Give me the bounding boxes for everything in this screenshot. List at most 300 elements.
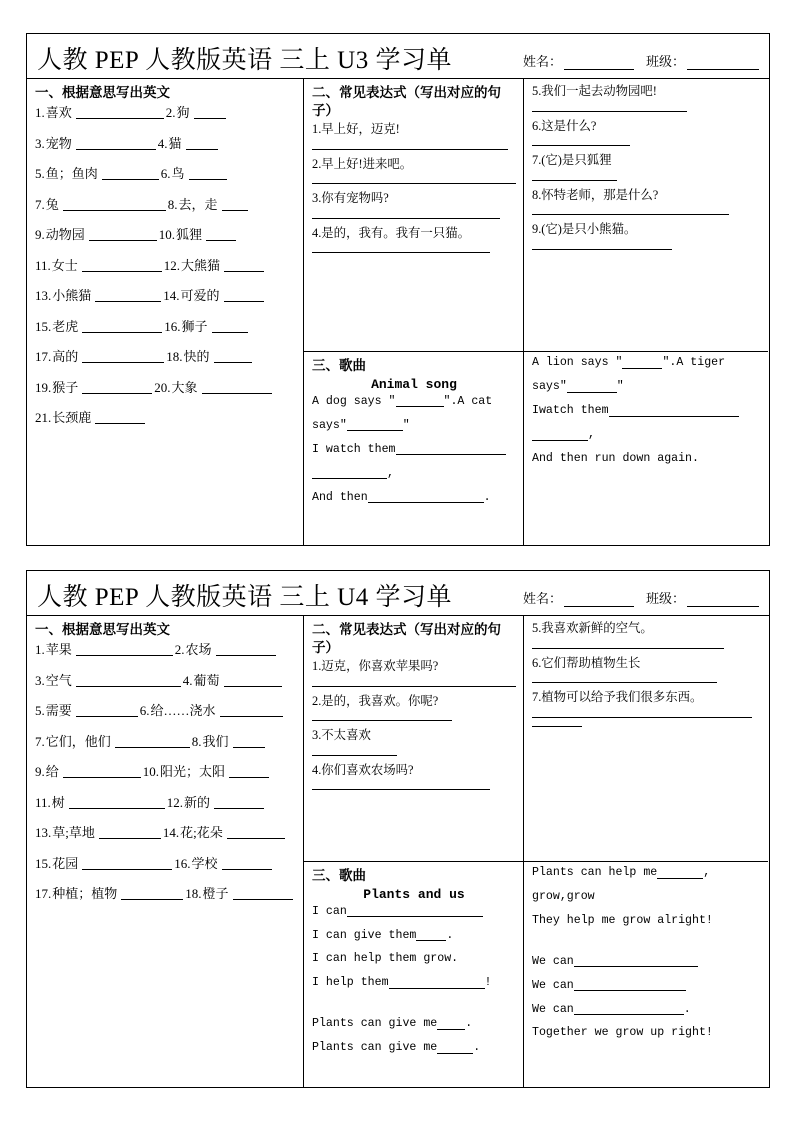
song-lyric-spacer	[312, 1001, 516, 1012]
name-field[interactable]	[523, 588, 636, 607]
vocabulary-row	[35, 259, 296, 272]
vocabulary-number: 20.	[154, 379, 171, 395]
vocabulary-number: 3.	[35, 135, 45, 151]
song-lyric-text: grow,grow	[532, 890, 595, 903]
vocabulary-number: 9.	[35, 764, 45, 780]
expression-item	[532, 222, 761, 250]
vocabulary-row	[35, 704, 296, 717]
vocabulary-number: 1.	[35, 642, 45, 658]
vocabulary-word: 给……浇水	[150, 703, 216, 719]
vocabulary-number: 6.	[160, 166, 171, 182]
section-song-u3-left	[304, 352, 523, 545]
expression-prompt: 6.这是什么?	[532, 118, 597, 133]
song-lyric-text: We can	[532, 1002, 574, 1016]
song-lyric-line	[532, 979, 761, 991]
vocabulary-word: 新的	[184, 794, 211, 810]
song-lyric-text: A lion says "	[532, 356, 623, 370]
vocabulary-answer-blank[interactable]	[102, 167, 159, 180]
expression-item	[312, 122, 516, 150]
worksheet-body-u4	[27, 616, 769, 1087]
vocabulary-row	[35, 350, 296, 363]
vocabulary-number: 12.	[163, 257, 181, 273]
expression-prompt: 8.怀特老师，那是什么?	[532, 187, 659, 202]
vocabulary-answer-blank[interactable]	[186, 137, 218, 150]
section-expressions-u3-left	[304, 79, 523, 352]
song-lyric-text: .	[465, 1017, 473, 1031]
song-lyric-line	[532, 405, 761, 417]
class-field-blank[interactable]	[687, 594, 759, 607]
song-lyric-text: And then	[312, 490, 368, 504]
song-answer-blank[interactable]	[657, 867, 703, 879]
expression-answer-blank[interactable]	[532, 681, 717, 683]
song-lyric-text: ".A cat	[443, 394, 493, 408]
song-lyric-line	[532, 357, 761, 369]
song-lyric-line	[532, 891, 761, 903]
vocabulary-list	[35, 643, 296, 900]
expression-prompt: 2.是的，我喜欢。你呢?	[312, 693, 439, 708]
song-lyric-text: I watch them	[312, 442, 396, 456]
expression-list-right	[532, 84, 761, 250]
worksheet-header-u4	[27, 571, 769, 616]
vocabulary-word: 学校	[191, 855, 218, 871]
vocabulary-answer-blank[interactable]	[115, 735, 190, 748]
expression-item	[312, 728, 516, 756]
vocabulary-word: 狐狸	[176, 227, 203, 243]
expression-item	[532, 656, 761, 684]
vocabulary-row	[35, 857, 296, 870]
song-title: Animal song	[371, 377, 457, 393]
worksheet-u3	[26, 33, 770, 546]
song-lyric-line	[312, 905, 516, 917]
vocabulary-answer-blank[interactable]	[206, 228, 236, 241]
expression-item	[532, 153, 761, 181]
vocabulary-answer-blank[interactable]	[224, 289, 264, 302]
song-answer-blank[interactable]	[574, 955, 698, 967]
vocabulary-word: 长颈鹿	[52, 410, 92, 426]
vocabulary-word: 大熊猫	[181, 257, 221, 273]
song-answer-blank[interactable]	[567, 381, 617, 393]
expression-answer-blank[interactable]	[532, 248, 672, 250]
expression-item	[532, 725, 761, 727]
vocabulary-word: 小熊猫	[52, 288, 92, 304]
vocabulary-answer-blank[interactable]	[76, 137, 156, 150]
vocabulary-row	[35, 765, 296, 778]
expression-answer-blank[interactable]	[532, 213, 729, 215]
vocabulary-word: 可爱的	[180, 288, 220, 304]
song-lyric-text: .	[683, 1002, 691, 1016]
vocabulary-answer-blank[interactable]	[82, 320, 162, 333]
expression-item	[312, 226, 516, 254]
vocabulary-word: 种植；植物	[52, 886, 118, 902]
vocabulary-number: 7.	[35, 196, 45, 212]
song-lyric-line	[532, 915, 761, 927]
vocabulary-word: 宠物	[45, 135, 72, 151]
section-expressions-u4-left	[304, 616, 523, 862]
vocabulary-answer-blank[interactable]	[229, 765, 269, 778]
vocabulary-word: 老虎	[52, 318, 79, 334]
vocabulary-number: 16.	[164, 318, 181, 334]
song-answer-blank[interactable]	[574, 1003, 684, 1015]
song-answer-blank[interactable]	[574, 979, 686, 991]
song-lyric-text: .	[446, 928, 454, 942]
song-lyric-text: We can	[532, 978, 574, 992]
vocabulary-word: 给	[45, 764, 59, 780]
vocabulary-number: 8.	[167, 196, 178, 212]
song-answer-blank[interactable]	[312, 467, 387, 479]
song-lyric-text: ,	[588, 428, 595, 442]
section-heading-song: 三、歌曲	[312, 868, 366, 883]
song-lyric-text: I can	[312, 904, 347, 918]
vocabulary-number: 2.	[174, 642, 185, 658]
vocabulary-number: 4.	[182, 672, 193, 688]
vocabulary-word: 农场	[185, 642, 212, 658]
vocabulary-row	[35, 826, 296, 839]
expression-prompt: 6.它们帮助植物生长	[532, 655, 641, 670]
vocabulary-answer-blank[interactable]	[222, 198, 248, 211]
vocabulary-answer-blank[interactable]	[233, 887, 293, 900]
song-lyric-line	[532, 381, 761, 393]
vocabulary-word: 喜欢	[45, 105, 72, 121]
name-field-blank[interactable]	[564, 594, 634, 607]
vocabulary-number: 7.	[35, 733, 45, 749]
song-lyric-text: "	[616, 380, 624, 394]
vocabulary-answer-blank[interactable]	[76, 704, 138, 717]
song-lyric-text: Plants can give me	[312, 1017, 438, 1031]
vocabulary-answer-blank[interactable]	[214, 350, 252, 363]
expression-prompt: 7.(它)是只狐狸	[532, 153, 612, 167]
vocabulary-number: 18.	[166, 349, 183, 365]
song-answer-blank[interactable]	[416, 929, 446, 941]
song-lyrics-left	[312, 395, 516, 503]
expression-item	[312, 659, 516, 687]
section-song-u4-right	[524, 862, 768, 1087]
expression-prompt: 5.我喜欢新鲜的空气。	[532, 621, 653, 635]
vocabulary-number: 14.	[163, 288, 180, 304]
song-lyric-line	[312, 1018, 516, 1030]
vocabulary-number: 2.	[165, 105, 176, 121]
song-answer-blank[interactable]	[437, 1018, 465, 1030]
class-field[interactable]	[646, 588, 761, 607]
section-vocabulary-u4	[27, 616, 304, 1087]
expression-answer-blank[interactable]	[532, 725, 582, 727]
vocabulary-row	[35, 674, 296, 687]
song-lyric-line	[532, 453, 761, 465]
song-answer-blank[interactable]	[622, 357, 662, 369]
vocabulary-word: 快的	[183, 349, 210, 365]
vocabulary-number: 5.	[35, 166, 45, 182]
vocabulary-row	[35, 320, 296, 333]
vocabulary-answer-blank[interactable]	[224, 674, 282, 687]
song-lyric-text: .	[473, 1041, 481, 1055]
vocabulary-number: 5.	[35, 703, 45, 719]
vocabulary-word: 花园	[52, 855, 79, 871]
expression-prompt: 1.早上好，迈克!	[312, 122, 400, 137]
section-heading-song: 三、歌曲	[312, 358, 366, 373]
song-lyric-line	[312, 443, 516, 455]
class-field-label: 班级：	[645, 591, 685, 606]
song-answer-blank[interactable]	[347, 905, 483, 917]
song-lyric-spacer	[532, 938, 761, 949]
song-answer-blank[interactable]	[368, 491, 484, 503]
vocabulary-number: 10.	[142, 764, 160, 780]
vocabulary-number: 15.	[35, 855, 52, 871]
vocabulary-answer-blank[interactable]	[63, 198, 166, 211]
worksheet-header-u3	[27, 34, 769, 79]
expression-answer-blank[interactable]	[312, 719, 452, 721]
vocabulary-answer-blank[interactable]	[95, 411, 145, 424]
song-lyric-line	[312, 467, 516, 479]
vocabulary-row	[35, 381, 296, 394]
vocabulary-number: 17.	[35, 886, 52, 902]
song-lyric-line	[532, 429, 761, 441]
vocabulary-word: 狮子	[181, 318, 208, 334]
name-field[interactable]	[523, 51, 636, 70]
section-expressions-u4-right	[524, 616, 768, 862]
song-lyric-text: ,	[387, 466, 394, 480]
vocabulary-word: 狗	[176, 105, 190, 121]
expression-answer-blank[interactable]	[312, 788, 490, 790]
vocabulary-word: 动物园	[45, 227, 85, 243]
class-field[interactable]	[646, 51, 761, 70]
expression-answer-blank[interactable]	[312, 754, 397, 756]
expression-item	[312, 763, 516, 791]
vocabulary-answer-blank[interactable]	[82, 259, 162, 272]
student-info-fields	[523, 588, 761, 613]
vocabulary-answer-blank[interactable]	[69, 796, 165, 809]
section-heading-vocabulary: 一、根据意思写出英文	[35, 85, 170, 100]
section-heading-expressions: 二、常见表达式（写出对应的句子）	[312, 622, 501, 656]
vocabulary-answer-blank[interactable]	[214, 796, 264, 809]
page-title: 人教 PEP 人教版英语 三上 U4 学习单	[37, 584, 452, 611]
song-lyric-line	[532, 1003, 761, 1015]
song-lyrics-right	[532, 357, 761, 465]
expression-item	[312, 157, 516, 185]
vocabulary-number: 11.	[35, 257, 51, 273]
expression-item	[532, 621, 761, 649]
song-lyric-line	[312, 419, 516, 431]
vocabulary-answer-blank[interactable]	[76, 643, 173, 656]
vocabulary-answer-blank[interactable]	[99, 826, 161, 839]
expression-prompt: 4.你们喜欢农场吗?	[312, 762, 414, 777]
expression-item	[312, 694, 516, 722]
vocabulary-number: 14.	[162, 825, 180, 841]
vocabulary-answer-blank[interactable]	[189, 167, 227, 180]
song-lyric-text: We can	[532, 954, 574, 968]
worksheet-body-u3	[27, 79, 769, 545]
vocabulary-answer-blank[interactable]	[63, 765, 141, 778]
section-expressions-u3-right	[524, 79, 768, 352]
name-field-label: 姓名：	[522, 591, 562, 606]
section-heading-vocabulary: 一、根据意思写出英文	[35, 622, 170, 637]
song-lyric-line	[532, 867, 761, 879]
expression-answer-blank[interactable]	[312, 148, 508, 150]
section-vocabulary-u3	[27, 79, 304, 545]
expression-answer-blank[interactable]	[312, 217, 500, 219]
vocabulary-word: 阳光；太阳	[160, 764, 226, 780]
song-lyric-line	[312, 953, 516, 965]
vocabulary-answer-blank[interactable]	[212, 320, 248, 333]
vocabulary-word: 去，走	[178, 196, 218, 212]
song-lyric-text: I can help them grow.	[312, 952, 459, 966]
vocabulary-number: 18.	[185, 886, 202, 902]
expression-item	[532, 188, 761, 216]
vocabulary-row	[35, 796, 296, 809]
vocabulary-number: 9.	[35, 227, 45, 243]
expression-list-left	[312, 659, 516, 790]
expression-answer-blank[interactable]	[312, 685, 516, 687]
vocabulary-number: 12.	[166, 794, 184, 810]
song-answer-blank[interactable]	[347, 419, 403, 431]
vocabulary-word: 橙子	[202, 886, 229, 902]
song-lyric-text: And then run down again.	[532, 452, 699, 465]
vocabulary-answer-blank[interactable]	[222, 857, 272, 870]
song-lyric-line	[532, 1027, 761, 1039]
vocabulary-answer-blank[interactable]	[227, 826, 285, 839]
expression-prompt: 4.是的，我有。我有一只猫。	[312, 225, 470, 240]
class-field-label: 班级：	[645, 54, 685, 69]
song-lyric-text: A dog says "	[312, 394, 396, 408]
vocabulary-answer-blank[interactable]	[76, 674, 181, 687]
vocabulary-row	[35, 228, 296, 241]
expression-answer-blank[interactable]	[312, 182, 516, 184]
expression-prompt: 7.植物可以给予我们很多东西。	[532, 690, 703, 704]
vocabulary-number: 11.	[35, 794, 51, 810]
vocabulary-answer-blank[interactable]	[76, 106, 164, 119]
vocabulary-row	[35, 735, 296, 748]
expression-prompt: 5.我们一起去动物园吧!	[532, 84, 657, 98]
song-lyric-line	[312, 491, 516, 503]
vocabulary-number: 1.	[35, 105, 45, 121]
song-lyrics-left	[312, 905, 516, 1054]
column-middle-u3	[304, 79, 524, 545]
vocabulary-row	[35, 198, 296, 211]
song-lyric-text: !	[484, 976, 492, 990]
section-heading-expressions: 二、常见表达式（写出对应的句子）	[312, 85, 501, 119]
vocabulary-word: 它们，他们	[45, 733, 111, 749]
song-lyric-text: "	[402, 418, 410, 432]
vocabulary-answer-blank[interactable]	[224, 259, 264, 272]
expression-list-left	[312, 122, 516, 253]
expression-prompt: 1.迈克，你喜欢苹果吗?	[312, 659, 439, 674]
vocabulary-answer-blank[interactable]	[220, 704, 283, 717]
vocabulary-number: 17.	[35, 349, 52, 365]
song-answer-blank[interactable]	[437, 1042, 473, 1054]
vocabulary-word: 兔	[45, 196, 59, 212]
section-song-u3-right	[524, 352, 768, 545]
vocabulary-number: 3.	[35, 672, 45, 688]
song-lyric-line	[312, 929, 516, 941]
vocabulary-word: 猫	[168, 135, 182, 151]
song-answer-blank[interactable]	[389, 977, 485, 989]
vocabulary-answer-blank[interactable]	[216, 643, 276, 656]
vocabulary-word: 大象	[171, 379, 198, 395]
vocabulary-number: 15.	[35, 318, 52, 334]
song-lyric-text: says"	[532, 380, 567, 394]
expression-item	[532, 84, 761, 112]
vocabulary-word: 高的	[52, 349, 79, 365]
song-lyric-text: ,	[703, 866, 711, 880]
song-lyric-text: ".A tiger	[662, 356, 726, 370]
expression-prompt: 2.早上好!进来吧。	[312, 156, 413, 171]
expression-answer-blank[interactable]	[532, 716, 752, 718]
section-song-u4-left	[304, 862, 523, 1087]
expression-answer-blank[interactable]	[532, 110, 687, 112]
name-field-label: 姓名：	[522, 54, 562, 69]
vocabulary-answer-blank[interactable]	[233, 735, 265, 748]
vocabulary-word: 花;花朵	[180, 825, 223, 841]
song-lyric-text: I can give them	[312, 928, 417, 942]
song-lyric-text: Plants can give me	[312, 1041, 438, 1055]
expression-answer-blank[interactable]	[312, 251, 490, 253]
vocabulary-number: 6.	[139, 703, 150, 719]
song-lyric-text: I help them	[312, 976, 389, 990]
vocabulary-word: 苹果	[45, 642, 72, 658]
song-lyric-line	[312, 977, 516, 989]
vocabulary-number: 16.	[174, 855, 191, 871]
vocabulary-list	[35, 106, 296, 424]
song-answer-blank[interactable]	[609, 405, 739, 417]
vocabulary-row	[35, 411, 296, 424]
vocabulary-answer-blank[interactable]	[202, 381, 272, 394]
vocabulary-row	[35, 289, 296, 302]
class-field-blank[interactable]	[687, 57, 759, 70]
worksheet-u4	[26, 570, 770, 1088]
song-lyric-text: Plants can help me	[532, 866, 658, 880]
song-lyric-text: Iwatch them	[532, 404, 609, 418]
expression-item	[532, 690, 761, 718]
page-title: 人教 PEP 人教版英语 三上 U3 学习单	[37, 47, 452, 74]
vocabulary-word: 鱼；鱼肉	[45, 166, 98, 182]
name-field-blank[interactable]	[564, 57, 634, 70]
vocabulary-answer-blank[interactable]	[82, 381, 152, 394]
vocabulary-answer-blank[interactable]	[89, 228, 157, 241]
expression-prompt: 3.你有宠物吗?	[312, 191, 389, 206]
vocabulary-answer-blank[interactable]	[194, 106, 226, 119]
song-lyric-text: They help me grow alright!	[532, 913, 713, 927]
song-answer-blank[interactable]	[396, 395, 444, 407]
vocabulary-number: 13.	[35, 288, 52, 304]
song-answer-blank[interactable]	[532, 429, 588, 441]
vocabulary-word: 空气	[45, 672, 72, 688]
vocabulary-number: 13.	[35, 825, 52, 841]
column-right-u3	[524, 79, 768, 545]
expression-answer-blank[interactable]	[532, 647, 724, 649]
song-answer-blank[interactable]	[396, 443, 506, 455]
vocabulary-word: 草;草地	[52, 825, 95, 841]
expression-answer-blank[interactable]	[532, 179, 617, 181]
expression-answer-blank[interactable]	[532, 144, 630, 146]
vocabulary-number: 19.	[35, 379, 52, 395]
song-lyric-text: Together we grow up right!	[532, 1026, 713, 1040]
vocabulary-row	[35, 137, 296, 150]
song-lyric-line	[312, 1042, 516, 1054]
vocabulary-word: 鸟	[171, 166, 185, 182]
vocabulary-row	[35, 887, 296, 900]
vocabulary-row	[35, 643, 296, 656]
vocabulary-row	[35, 106, 296, 119]
song-lyric-text: .	[483, 490, 491, 504]
vocabulary-word: 女士	[51, 257, 78, 273]
expression-prompt: 3.不太喜欢	[312, 728, 371, 743]
song-lyrics-right	[532, 867, 761, 1039]
vocabulary-answer-blank[interactable]	[82, 857, 172, 870]
vocabulary-answer-blank[interactable]	[82, 350, 164, 363]
song-lyric-line	[312, 395, 516, 407]
vocabulary-answer-blank[interactable]	[121, 887, 183, 900]
vocabulary-answer-blank[interactable]	[95, 289, 161, 302]
expression-item	[312, 191, 516, 219]
vocabulary-number: 10.	[158, 227, 176, 243]
